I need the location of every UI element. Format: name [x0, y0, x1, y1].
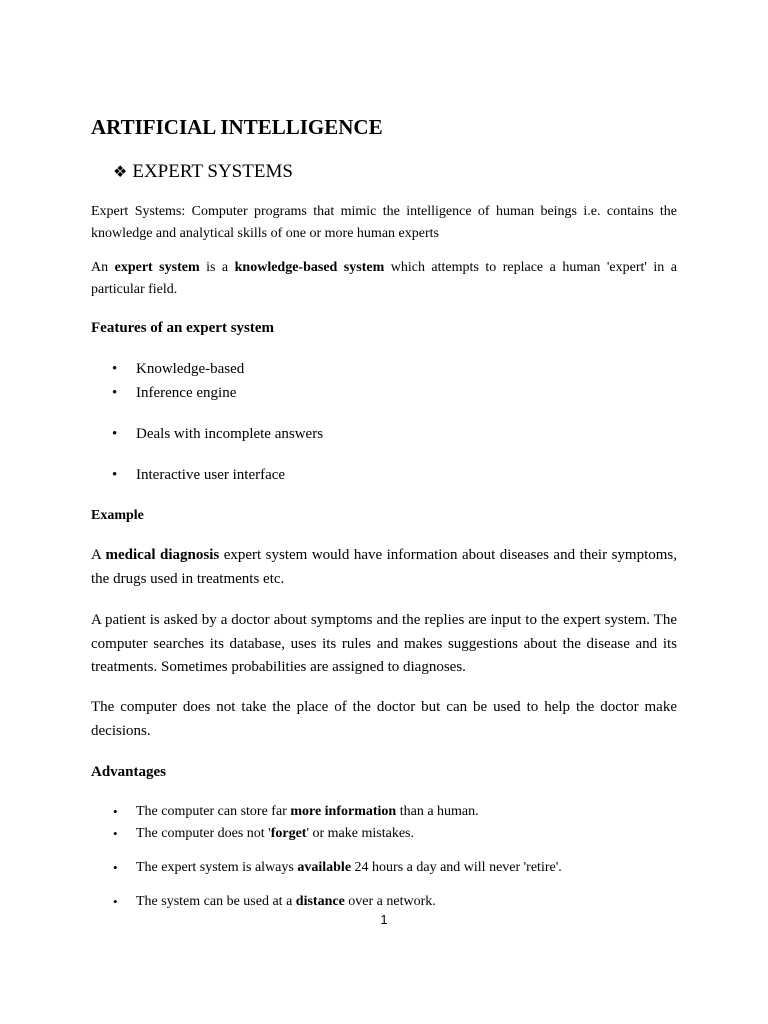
list-item: • The computer can store far more information than a human. [91, 801, 677, 823]
page-number: 1 [380, 912, 388, 927]
document-title: ARTIFICIAL INTELLIGENCE [91, 115, 383, 139]
features-heading: Features of an expert system [91, 320, 275, 336]
list-item: • The system can be used at a distance over a network. [91, 891, 677, 913]
section-title: EXPERT SYSTEMS [132, 161, 293, 182]
section-heading [113, 160, 699, 184]
list-item: • The expert system is always available 24 hours a day and will never 'retire'. [91, 857, 677, 879]
example-paragraph-2: A patient is asked by a doctor about symptoms and the replies are input to the expert system. The computer searches its database, uses its rules and makes suggestions about the disease and its treatments. Sometimes probabilities are assigned to diagnoses. [91, 612, 677, 675]
intro-paragraph: An expert system is a knowledge-based system which attempts to replace a human 'expert' in a particular field. [91, 260, 677, 297]
example-heading: Example [91, 508, 144, 523]
list-item: • Inference engine [91, 381, 677, 405]
list-item: • Interactive user interface [91, 463, 677, 487]
diamond-bullet-icon: ❖ [113, 162, 128, 181]
list-item: • Deals with incomplete answers [91, 422, 677, 446]
advantages-heading: Advantages [91, 764, 167, 780]
definition-paragraph: Expert Systems: Computer programs that mimic the intelligence of human beings i.e. contains the knowledge and analytical skills of one or more human experts [91, 204, 677, 241]
example-paragraph-3: The computer does not take the place of the doctor but can be used to help the doctor make decisions. [91, 699, 677, 739]
list-item: • Knowledge-based [91, 357, 677, 381]
example-paragraph-1: A medical diagnosis expert system would have information about diseases and their symptoms, the drugs used in treatments etc. [91, 547, 677, 587]
list-item: • The computer does not 'forget' or make mistakes. [91, 823, 677, 845]
